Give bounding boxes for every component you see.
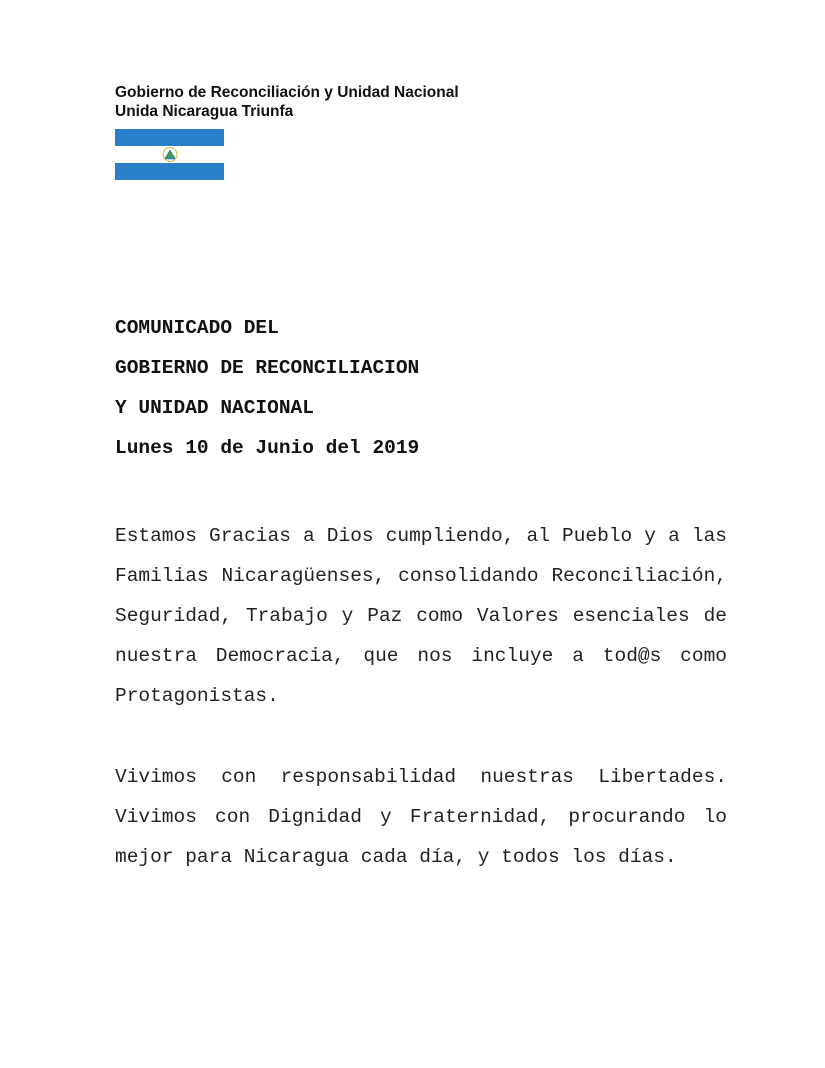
title-line-3: Y UNIDAD NACIONAL	[115, 397, 314, 419]
communique-title	[115, 308, 419, 468]
title-line-1: COMUNICADO DEL	[115, 317, 279, 339]
nicaragua-flag-icon	[115, 129, 224, 180]
letterhead	[115, 83, 459, 121]
letterhead-slogan: Unida Nicaragua Triunfa	[115, 103, 294, 120]
title-line-2: GOBIERNO DE RECONCILIACION	[115, 357, 420, 379]
letterhead-government-name: Gobierno de Reconciliación y Unidad Nacional	[115, 84, 459, 101]
title-date: Lunes 10 de Junio del 2019	[115, 437, 420, 459]
body-paragraph-1: Estamos Gracias a Dios cumpliendo, al Pueblo y a las Familias Nicaragüenses, consolidando Reconciliación, Seguridad, Trabajo y Paz como Valores esenciales de nuestra Democracia, que nos incluye a tod@s como Protagonistas.	[115, 525, 727, 707]
body-paragraph-2: Vivimos con responsabilidad nuestras Libertades. Vivimos con Dignidad y Fraternidad, procurando lo mejor para Nicaragua cada día, y todos los días.	[115, 766, 727, 868]
